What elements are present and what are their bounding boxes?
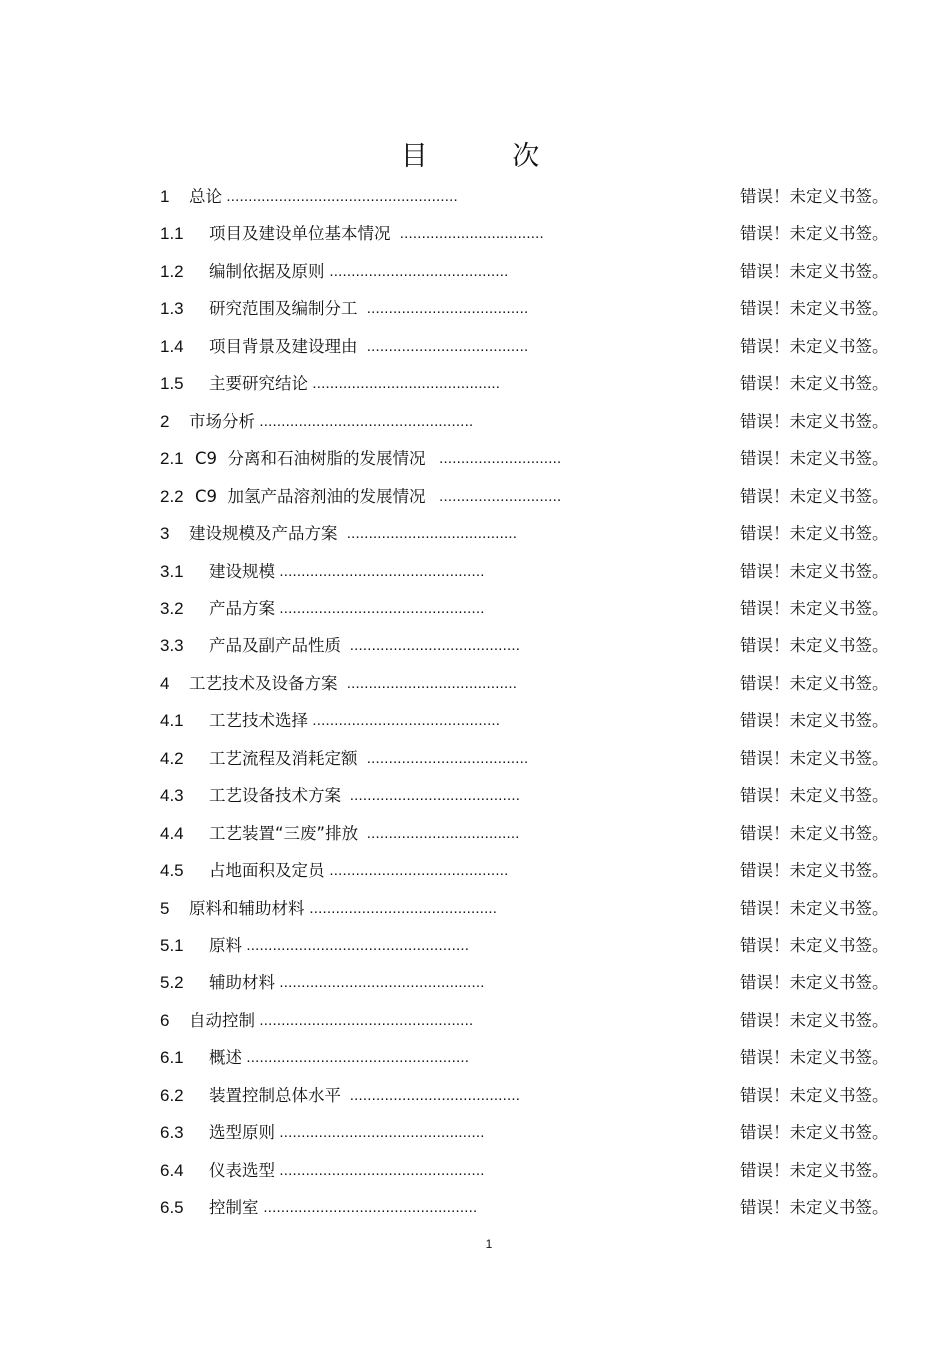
toc-entry[interactable] bbox=[0, 407, 950, 437]
toc-entry-title[interactable]: 产品及副产品性质 bbox=[209, 636, 341, 656]
toc-entry[interactable] bbox=[0, 781, 950, 811]
toc-entry[interactable] bbox=[0, 1118, 950, 1148]
toc-entry-leader-dots: ....................................... bbox=[341, 787, 521, 805]
toc-entry-page-ref[interactable]: 错误！未定义书签。 bbox=[740, 898, 889, 918]
toc-entry[interactable] bbox=[0, 968, 950, 998]
toc-entry-page-ref[interactable]: 错误！未定义书签。 bbox=[740, 786, 889, 806]
toc-entry-title[interactable]: 自动控制 bbox=[189, 1010, 255, 1030]
toc-entry[interactable] bbox=[0, 594, 950, 624]
toc-entry-leader-dots: ................................................. bbox=[255, 1011, 474, 1029]
page-number: 1 bbox=[485, 1237, 493, 1251]
toc-entry[interactable] bbox=[0, 557, 950, 587]
toc-entry-leader-dots: ....................................... bbox=[338, 674, 518, 692]
toc-entry-title[interactable]: 仪表选型 bbox=[209, 1160, 275, 1180]
toc-entry-title[interactable]: 产品方案 bbox=[209, 598, 275, 618]
toc-entry-page-ref[interactable]: 错误！未定义书签。 bbox=[740, 598, 889, 618]
toc-entry[interactable] bbox=[0, 257, 950, 287]
toc-entry-leader-dots: ....................................... bbox=[341, 637, 521, 655]
toc-entry-number: 4.2 bbox=[160, 748, 184, 768]
toc-entry-title[interactable]: 原料和辅助材料 bbox=[189, 898, 305, 918]
toc-entry-page-ref[interactable]: 错误！未定义书签。 bbox=[740, 299, 889, 319]
toc-entry-leader-dots: ....................................... bbox=[341, 1086, 521, 1104]
toc-entry-title[interactable]: 主要研究结论 bbox=[209, 374, 308, 394]
toc-entry-page-ref[interactable]: 错误！未定义书签。 bbox=[740, 449, 889, 469]
toc-entry-number: 6 bbox=[160, 1010, 170, 1030]
toc-entry-number: 1 bbox=[160, 187, 170, 206]
toc-entry-leader-dots: ..................................... bbox=[358, 749, 529, 767]
toc-entry-leader-dots: ............................................... bbox=[275, 599, 485, 617]
toc-entry[interactable] bbox=[0, 1006, 950, 1036]
toc-entry-leader-dots: ............................................... bbox=[275, 974, 485, 992]
toc-entry-leader-dots: ................................. bbox=[391, 225, 544, 243]
toc-entry-leader-dots: ................................................. bbox=[259, 1199, 478, 1217]
toc-entry-number: 3.1 bbox=[160, 561, 184, 581]
toc-entry-number: 1.2 bbox=[160, 261, 184, 281]
toc-entry-page-ref[interactable]: 错误！未定义书签。 bbox=[740, 187, 889, 206]
toc-entry-number: 3.3 bbox=[160, 636, 184, 656]
toc-entry-leader-dots: ............................................... bbox=[275, 1124, 485, 1142]
toc-entry-number: 1.3 bbox=[160, 299, 184, 319]
toc-entry[interactable] bbox=[0, 631, 950, 661]
toc-entry-page-ref[interactable]: 错误！未定义书签。 bbox=[740, 861, 889, 881]
toc-entry-leader-dots: ..................................... bbox=[358, 300, 529, 318]
toc-entry-title[interactable]: 占地面积及定员 bbox=[209, 861, 325, 881]
toc-entry-number: 2.1 bbox=[160, 449, 184, 469]
toc-entry-title[interactable]: 工艺装置“三废”排放 bbox=[209, 823, 359, 843]
toc-entry-page-ref[interactable]: 错误！未定义书签。 bbox=[740, 1010, 889, 1030]
toc-entry-title[interactable]: 项目背景及建设理由 bbox=[209, 336, 358, 356]
toc-entry-page-ref[interactable]: 错误！未定义书签。 bbox=[740, 1048, 889, 1068]
toc-entry-title[interactable]: 编制依据及原则 bbox=[209, 261, 325, 281]
toc-entry-title[interactable]: C9 加氢产品溶剂油的发展情况 bbox=[195, 486, 426, 506]
toc-entry-title[interactable]: 辅助材料 bbox=[209, 973, 275, 993]
toc-entry[interactable] bbox=[0, 294, 950, 324]
toc-entry-title[interactable]: 市场分析 bbox=[189, 411, 255, 431]
toc-entry[interactable] bbox=[0, 519, 950, 549]
toc-entry-title[interactable]: 概述 bbox=[209, 1048, 242, 1068]
toc-entry-page-ref[interactable]: 错误！未定义书签。 bbox=[740, 1123, 889, 1143]
toc-entry-number: 4.4 bbox=[160, 823, 184, 843]
toc-entry-number: 3 bbox=[160, 524, 170, 544]
toc-entry-leader-dots: ..................................... bbox=[358, 337, 529, 355]
toc-entry-leader-dots: ........................................... bbox=[308, 712, 501, 730]
toc-entry-page-ref[interactable]: 错误！未定义书签。 bbox=[740, 636, 889, 656]
toc-entry-number: 4.5 bbox=[160, 861, 184, 881]
toc-entry-number: 5.1 bbox=[160, 936, 184, 955]
toc-entry-number: 5.2 bbox=[160, 973, 184, 993]
toc-entry-number: 6.3 bbox=[160, 1123, 184, 1143]
toc-entry-page-ref[interactable]: 错误！未定义书签。 bbox=[740, 673, 889, 693]
toc-entry-page-ref[interactable]: 错误！未定义书签。 bbox=[740, 261, 889, 281]
toc-entry-leader-dots: ............................................... bbox=[275, 1161, 485, 1179]
toc-entry-title[interactable]: 工艺技术及设备方案 bbox=[189, 673, 338, 693]
toc-entry[interactable] bbox=[0, 219, 950, 249]
toc-entry[interactable] bbox=[0, 369, 950, 399]
toc-entry-page-ref[interactable]: 错误！未定义书签。 bbox=[740, 561, 889, 581]
toc-entry-page-ref[interactable]: 错误！未定义书签。 bbox=[740, 524, 889, 544]
toc-entry-leader-dots: ................................................. bbox=[255, 412, 474, 430]
toc-entry-leader-dots: ......................................... bbox=[325, 862, 509, 880]
toc-entry-page-ref[interactable]: 错误！未定义书签。 bbox=[740, 711, 889, 731]
toc-entry-number: 4 bbox=[160, 673, 170, 693]
toc-entry[interactable] bbox=[0, 1081, 950, 1111]
toc-entry[interactable] bbox=[0, 931, 950, 961]
toc-entry-leader-dots: ....................................... bbox=[338, 525, 518, 543]
toc-entry-number: 6.1 bbox=[160, 1048, 184, 1068]
toc-entry-leader-dots: ............................................... bbox=[275, 562, 485, 580]
toc-entry[interactable] bbox=[0, 332, 950, 362]
toc-entry-title[interactable]: 控制室 bbox=[209, 1198, 259, 1218]
toc-entry-number: 6.5 bbox=[160, 1198, 184, 1218]
toc-entry-number: 1.1 bbox=[160, 224, 184, 244]
toc-entry-title[interactable]: C9 分离和石油树脂的发展情况 bbox=[195, 449, 426, 469]
toc-entry-page-ref[interactable]: 错误！未定义书签。 bbox=[740, 336, 889, 356]
toc-entry-page-ref[interactable]: 错误！未定义书签。 bbox=[740, 224, 889, 244]
toc-entry-leader-dots: ................................... bbox=[358, 824, 520, 842]
toc-entry-page-ref[interactable]: 错误！未定义书签。 bbox=[740, 411, 889, 431]
toc-entry[interactable] bbox=[0, 1193, 950, 1223]
toc-entry[interactable] bbox=[0, 894, 950, 924]
toc-entry[interactable] bbox=[0, 706, 950, 736]
toc-entry[interactable] bbox=[0, 1156, 950, 1186]
toc-entry-title[interactable]: 项目及建设单位基本情况 bbox=[209, 224, 391, 244]
page-title: 目 次 bbox=[400, 141, 578, 172]
toc-entry-page-ref[interactable]: 错误！未定义书签。 bbox=[740, 1160, 889, 1180]
toc-entry-page-ref[interactable]: 错误！未定义书签。 bbox=[740, 748, 889, 768]
toc-entry-title[interactable]: 建设规模及产品方案 bbox=[189, 524, 338, 544]
toc-entry[interactable] bbox=[0, 444, 950, 474]
toc-entry-title[interactable]: 工艺技术选择 bbox=[209, 711, 308, 731]
toc-entry-leader-dots: ..................................................... bbox=[222, 188, 458, 205]
toc-entry-title[interactable]: 建设规模 bbox=[209, 561, 275, 581]
toc-entry-title[interactable]: 总论 bbox=[189, 187, 222, 206]
toc-entry-page-ref[interactable]: 错误！未定义书签。 bbox=[740, 374, 889, 394]
toc-entry-number: 2.2 bbox=[160, 486, 184, 506]
toc-entry-leader-dots: ........................................... bbox=[308, 375, 501, 393]
toc-entry[interactable] bbox=[0, 744, 950, 774]
toc-entry-number: 6.2 bbox=[160, 1085, 184, 1105]
toc-entry[interactable] bbox=[0, 1043, 950, 1073]
toc-entry-number: 4.1 bbox=[160, 711, 184, 731]
toc-entry-number: 6.4 bbox=[160, 1160, 184, 1180]
toc-entry-title[interactable]: 装置控制总体水平 bbox=[209, 1085, 341, 1105]
toc-entry-leader-dots: ........................................... bbox=[305, 899, 498, 917]
toc-entry-title[interactable]: 工艺流程及消耗定额 bbox=[209, 748, 358, 768]
toc-entry-number: 1.4 bbox=[160, 336, 184, 356]
toc-entry-leader-dots: ......................................... bbox=[325, 262, 509, 280]
toc-entry-number: 2 bbox=[160, 411, 170, 431]
toc-entry-leader-dots: ................................................... bbox=[242, 1049, 470, 1067]
toc-entry-page-ref[interactable]: 错误！未定义书签。 bbox=[740, 1198, 889, 1218]
toc-entry-number: 1.5 bbox=[160, 374, 184, 394]
toc-entry-number: 4.3 bbox=[160, 786, 184, 806]
toc-entry[interactable] bbox=[0, 182, 950, 212]
toc-entry[interactable] bbox=[0, 482, 950, 512]
toc-entry[interactable] bbox=[0, 856, 950, 886]
toc-entry[interactable] bbox=[0, 819, 950, 849]
toc-entry-page-ref[interactable]: 错误！未定义书签。 bbox=[740, 1085, 889, 1105]
toc-entry-title[interactable]: 工艺设备技术方案 bbox=[209, 786, 341, 806]
toc-entry[interactable] bbox=[0, 669, 950, 699]
toc-entry-number: 3.2 bbox=[160, 598, 184, 618]
toc-entry-page-ref[interactable]: 错误！未定义书签。 bbox=[740, 973, 889, 993]
toc-entry-leader-dots: ............................ bbox=[426, 487, 562, 505]
toc-entry-leader-dots: ............................ bbox=[426, 450, 562, 468]
toc-entry-title[interactable]: 原料 bbox=[209, 936, 242, 955]
toc-entry-title[interactable]: 选型原则 bbox=[209, 1123, 275, 1143]
toc-entry-page-ref[interactable]: 错误！未定义书签。 bbox=[740, 486, 889, 506]
toc-entry-number: 5 bbox=[160, 898, 170, 918]
toc-entry-page-ref[interactable]: 错误！未定义书签。 bbox=[740, 823, 889, 843]
toc-entry-leader-dots: ................................................... bbox=[242, 937, 470, 954]
toc-entry-page-ref[interactable]: 错误！未定义书签。 bbox=[740, 936, 889, 955]
toc-entry-title[interactable]: 研究范围及编制分工 bbox=[209, 299, 358, 319]
